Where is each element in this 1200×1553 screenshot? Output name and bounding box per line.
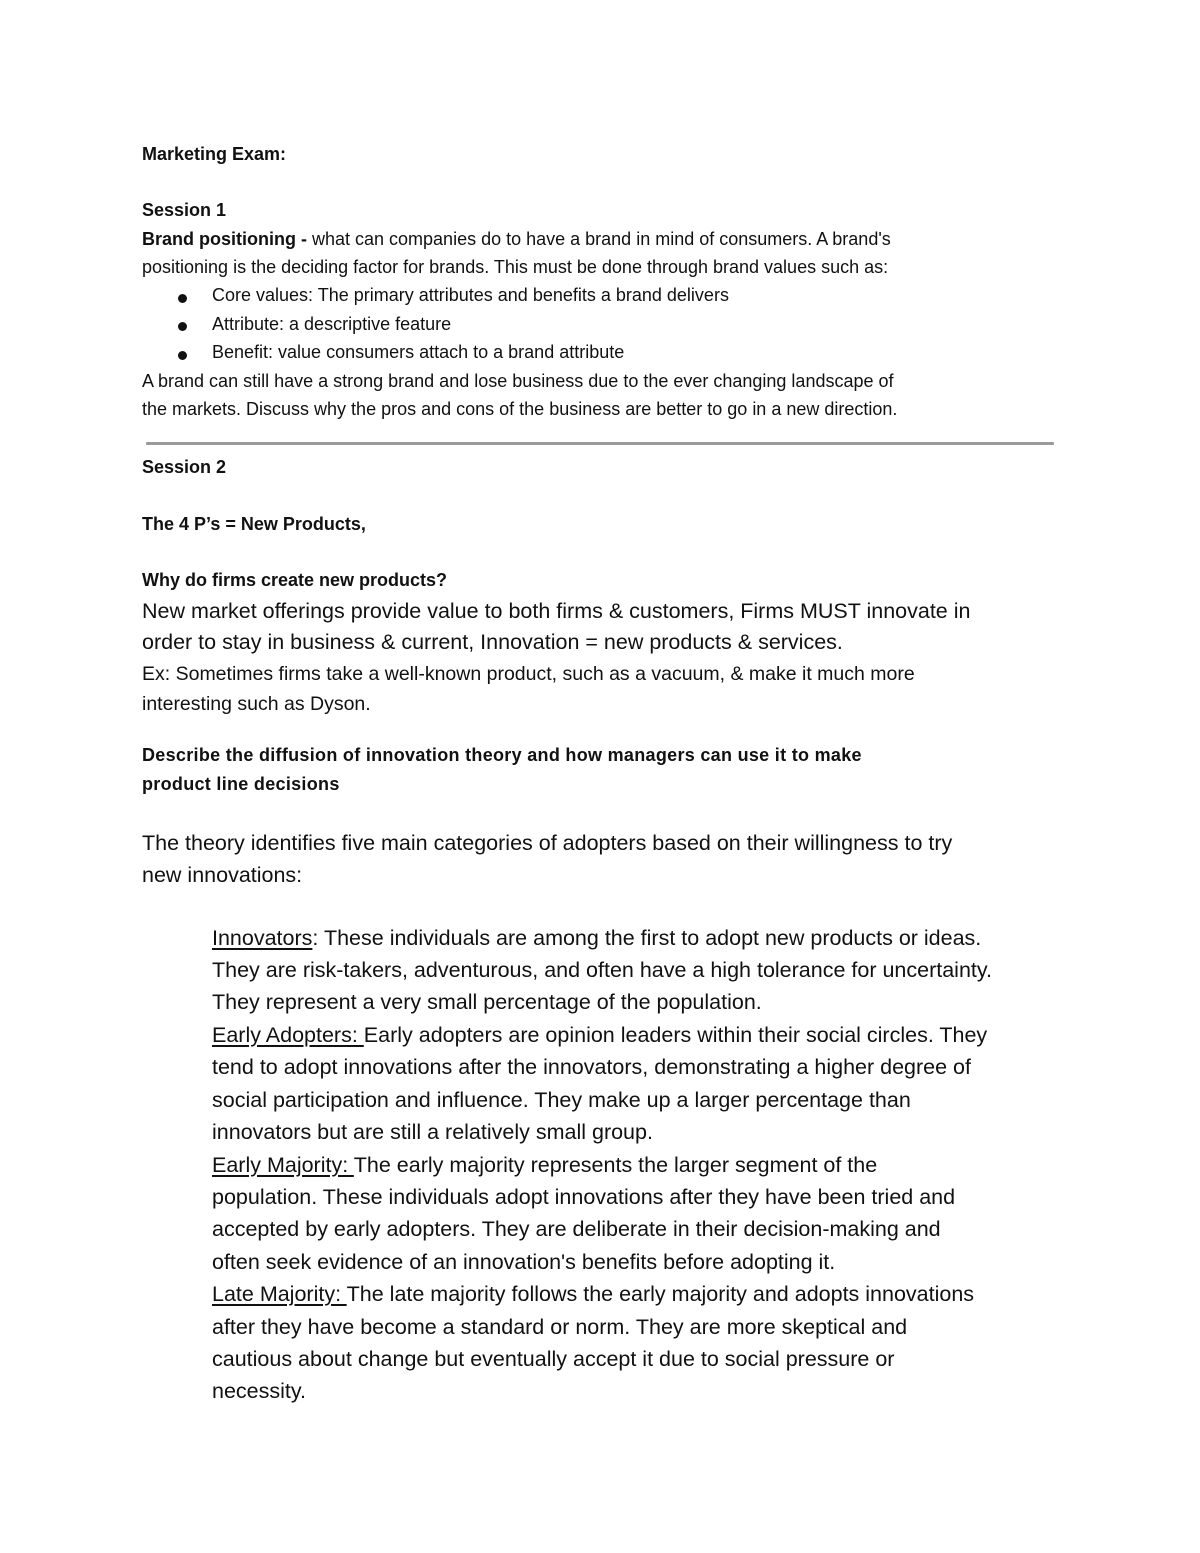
theory-intro-line-1: The theory identifies five main categories of adopters based on their willingness to try xyxy=(142,831,953,855)
why-new-products-heading: Why do firms create new products? xyxy=(142,570,448,590)
why-new-products-line-1: New market offerings provide value to both firms & customers, Firms MUST innovate in xyxy=(142,599,971,623)
innovators-line-3: They represent a very small percentage of the population. xyxy=(212,990,762,1014)
bullet-icon xyxy=(178,351,187,360)
horizontal-divider xyxy=(146,442,1054,445)
bullet-icon xyxy=(178,294,187,303)
early-adopters-line-3: social participation and influence. They make up a larger percentage than xyxy=(212,1088,911,1112)
innovators-line-2: They are risk-takers, adventurous, and often have a high tolerance for uncertainty. xyxy=(212,958,993,982)
bullet-icon xyxy=(178,322,187,331)
bullet-core-values: Core values: The primary attributes and benefits a brand delivers xyxy=(212,285,729,305)
brand-positioning-line-2: positioning is the deciding factor for brands. This must be done through brand values such as: xyxy=(142,257,889,277)
early-adopters-label: Early Adopters: xyxy=(212,1023,364,1047)
diffusion-question-line-2: product line decisions xyxy=(142,774,340,794)
session-1-heading: Session 1 xyxy=(142,200,227,220)
brand-positioning-text: what can companies do to have a brand in mind of consumers. A brand's xyxy=(311,229,891,249)
session-1-closing-line-2: the markets. Discuss why the pros and cons of the business are better to go in a new direction. xyxy=(142,399,898,419)
example-line-2: interesting such as Dyson. xyxy=(142,693,371,715)
early-majority-line-2: population. These individuals adopt innovations after they have been tried and xyxy=(212,1185,956,1209)
document-title: Marketing Exam: xyxy=(142,144,287,164)
bullet-benefit: Benefit: value consumers attach to a brand attribute xyxy=(212,342,625,362)
early-adopters-line-1 xyxy=(212,1023,987,1048)
session-2-heading: Session 2 xyxy=(142,457,227,477)
diffusion-question-line-1: Describe the diffusion of innovation theory and how managers can use it to make xyxy=(142,745,862,765)
early-majority-line-3: accepted by early adopters. They are deliberate in their decision-making and xyxy=(212,1217,941,1241)
early-majority-line-4: often seek evidence of an innovation's benefits before adopting it. xyxy=(212,1250,836,1274)
late-majority-label: Late Majority: xyxy=(212,1282,347,1306)
late-majority-line-3: cautious about change but eventually accept it due to social pressure or xyxy=(212,1347,895,1371)
brand-positioning-term: Brand positioning - xyxy=(142,229,312,249)
example-line-1: Ex: Sometimes firms take a well-known product, such as a vacuum, & make it much more xyxy=(142,663,915,685)
early-adopters-line-4: innovators but are still a relatively small group. xyxy=(212,1120,653,1144)
early-adopters-text: Early adopters are opinion leaders within their social circles. They xyxy=(363,1023,988,1047)
late-majority-line-1 xyxy=(212,1282,974,1307)
session-1-closing-line-1: A brand can still have a strong brand and lose business due to the ever changing landscape of xyxy=(142,371,894,391)
theory-intro-line-2: new innovations: xyxy=(142,863,303,887)
late-majority-line-4: necessity. xyxy=(212,1379,306,1403)
bullet-attribute: Attribute: a descriptive feature xyxy=(212,314,452,334)
innovators-text: : These individuals are among the first to adopt new products or ideas. xyxy=(312,926,982,950)
late-majority-text: The late majority follows the early majority and adopts innovations xyxy=(346,1282,975,1306)
brand-positioning-line-1 xyxy=(142,229,891,250)
early-majority-text: The early majority represents the larger segment of the xyxy=(353,1153,878,1177)
innovators-label: Innovators xyxy=(212,926,313,950)
late-majority-line-2: after they have become a standard or norm. They are more skeptical and xyxy=(212,1315,908,1339)
why-new-products-line-2: order to stay in business & current, Innovation = new products & services. xyxy=(142,630,843,654)
early-majority-label: Early Majority: xyxy=(212,1153,354,1177)
early-majority-line-1 xyxy=(212,1153,877,1178)
innovators-line-1 xyxy=(212,926,981,951)
early-adopters-line-2: tend to adopt innovations after the innovators, demonstrating a higher degree of xyxy=(212,1055,971,1079)
four-ps-heading: The 4 P’s = New Products, xyxy=(142,514,366,534)
